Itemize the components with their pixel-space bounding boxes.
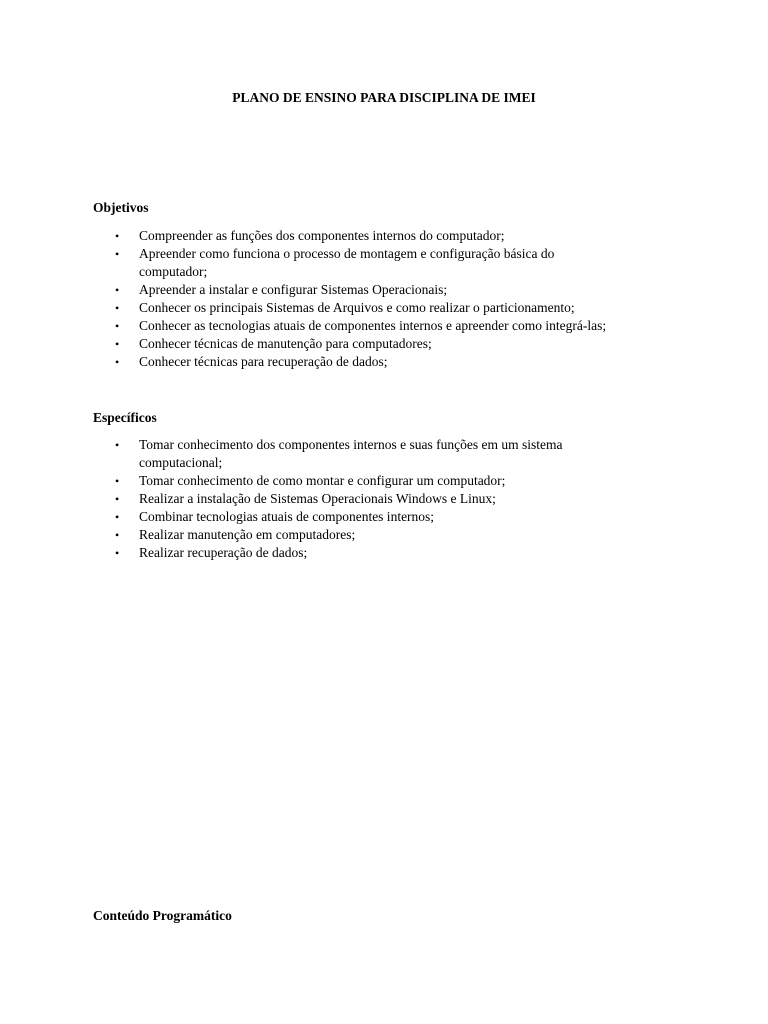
list-item: • Realizar manutenção em computadores; (115, 527, 356, 542)
list-item: • Tomar conhecimento dos componentes internos e suas funções em um sistema computacional; (115, 437, 563, 470)
document-title: PLANO DE ENSINO PARA DISCIPLINA DE IMEI (232, 90, 536, 105)
bullet-icon: • (115, 319, 120, 333)
list-item: • Tomar conhecimento de como montar e configurar um computador; (115, 473, 506, 488)
bullet-icon: • (115, 355, 120, 369)
bullet-icon: • (115, 546, 120, 560)
list-item: • Conhecer os principais Sistemas de Arquivos e como realizar o particionamento; (115, 300, 575, 315)
bullet-icon: • (115, 229, 120, 243)
list-item: • Conhecer técnicas de manutenção para computadores; (115, 336, 432, 351)
bullet-icon: • (115, 247, 120, 261)
bullet-icon: • (115, 474, 120, 488)
bullet-icon: • (115, 492, 120, 506)
section-heading-especificos: Específicos (93, 410, 157, 425)
list-item: • Compreender as funções dos componentes internos do computador; (115, 228, 505, 243)
list-item: • Conhecer as tecnologias atuais de componentes internos e apreender como integrá-las; (115, 318, 607, 333)
bullet-icon: • (115, 337, 120, 351)
objetivos-list (93, 227, 693, 371)
list-item: • Realizar a instalação de Sistemas Operacionais Windows e Linux; (115, 491, 496, 506)
section-heading-conteudo: Conteúdo Programático (93, 908, 232, 923)
list-item: • Combinar tecnologias atuais de componentes internos; (115, 509, 435, 524)
bullet-icon: • (115, 528, 120, 542)
bullet-icon: • (115, 510, 120, 524)
bullet-icon: • (115, 301, 120, 315)
list-item: • Realizar recuperação de dados; (115, 545, 308, 560)
section-heading-objetivos: Objetivos (93, 200, 149, 215)
list-item: • Apreender como funciona o processo de montagem e configuração básica do computador; (115, 246, 555, 279)
bullet-icon: • (115, 283, 120, 297)
list-item: • Conhecer técnicas para recuperação de dados; (115, 354, 388, 369)
especificos-list (93, 436, 693, 562)
bullet-icon: • (115, 438, 120, 452)
list-item: • Apreender a instalar e configurar Sistemas Operacionais; (115, 282, 448, 297)
